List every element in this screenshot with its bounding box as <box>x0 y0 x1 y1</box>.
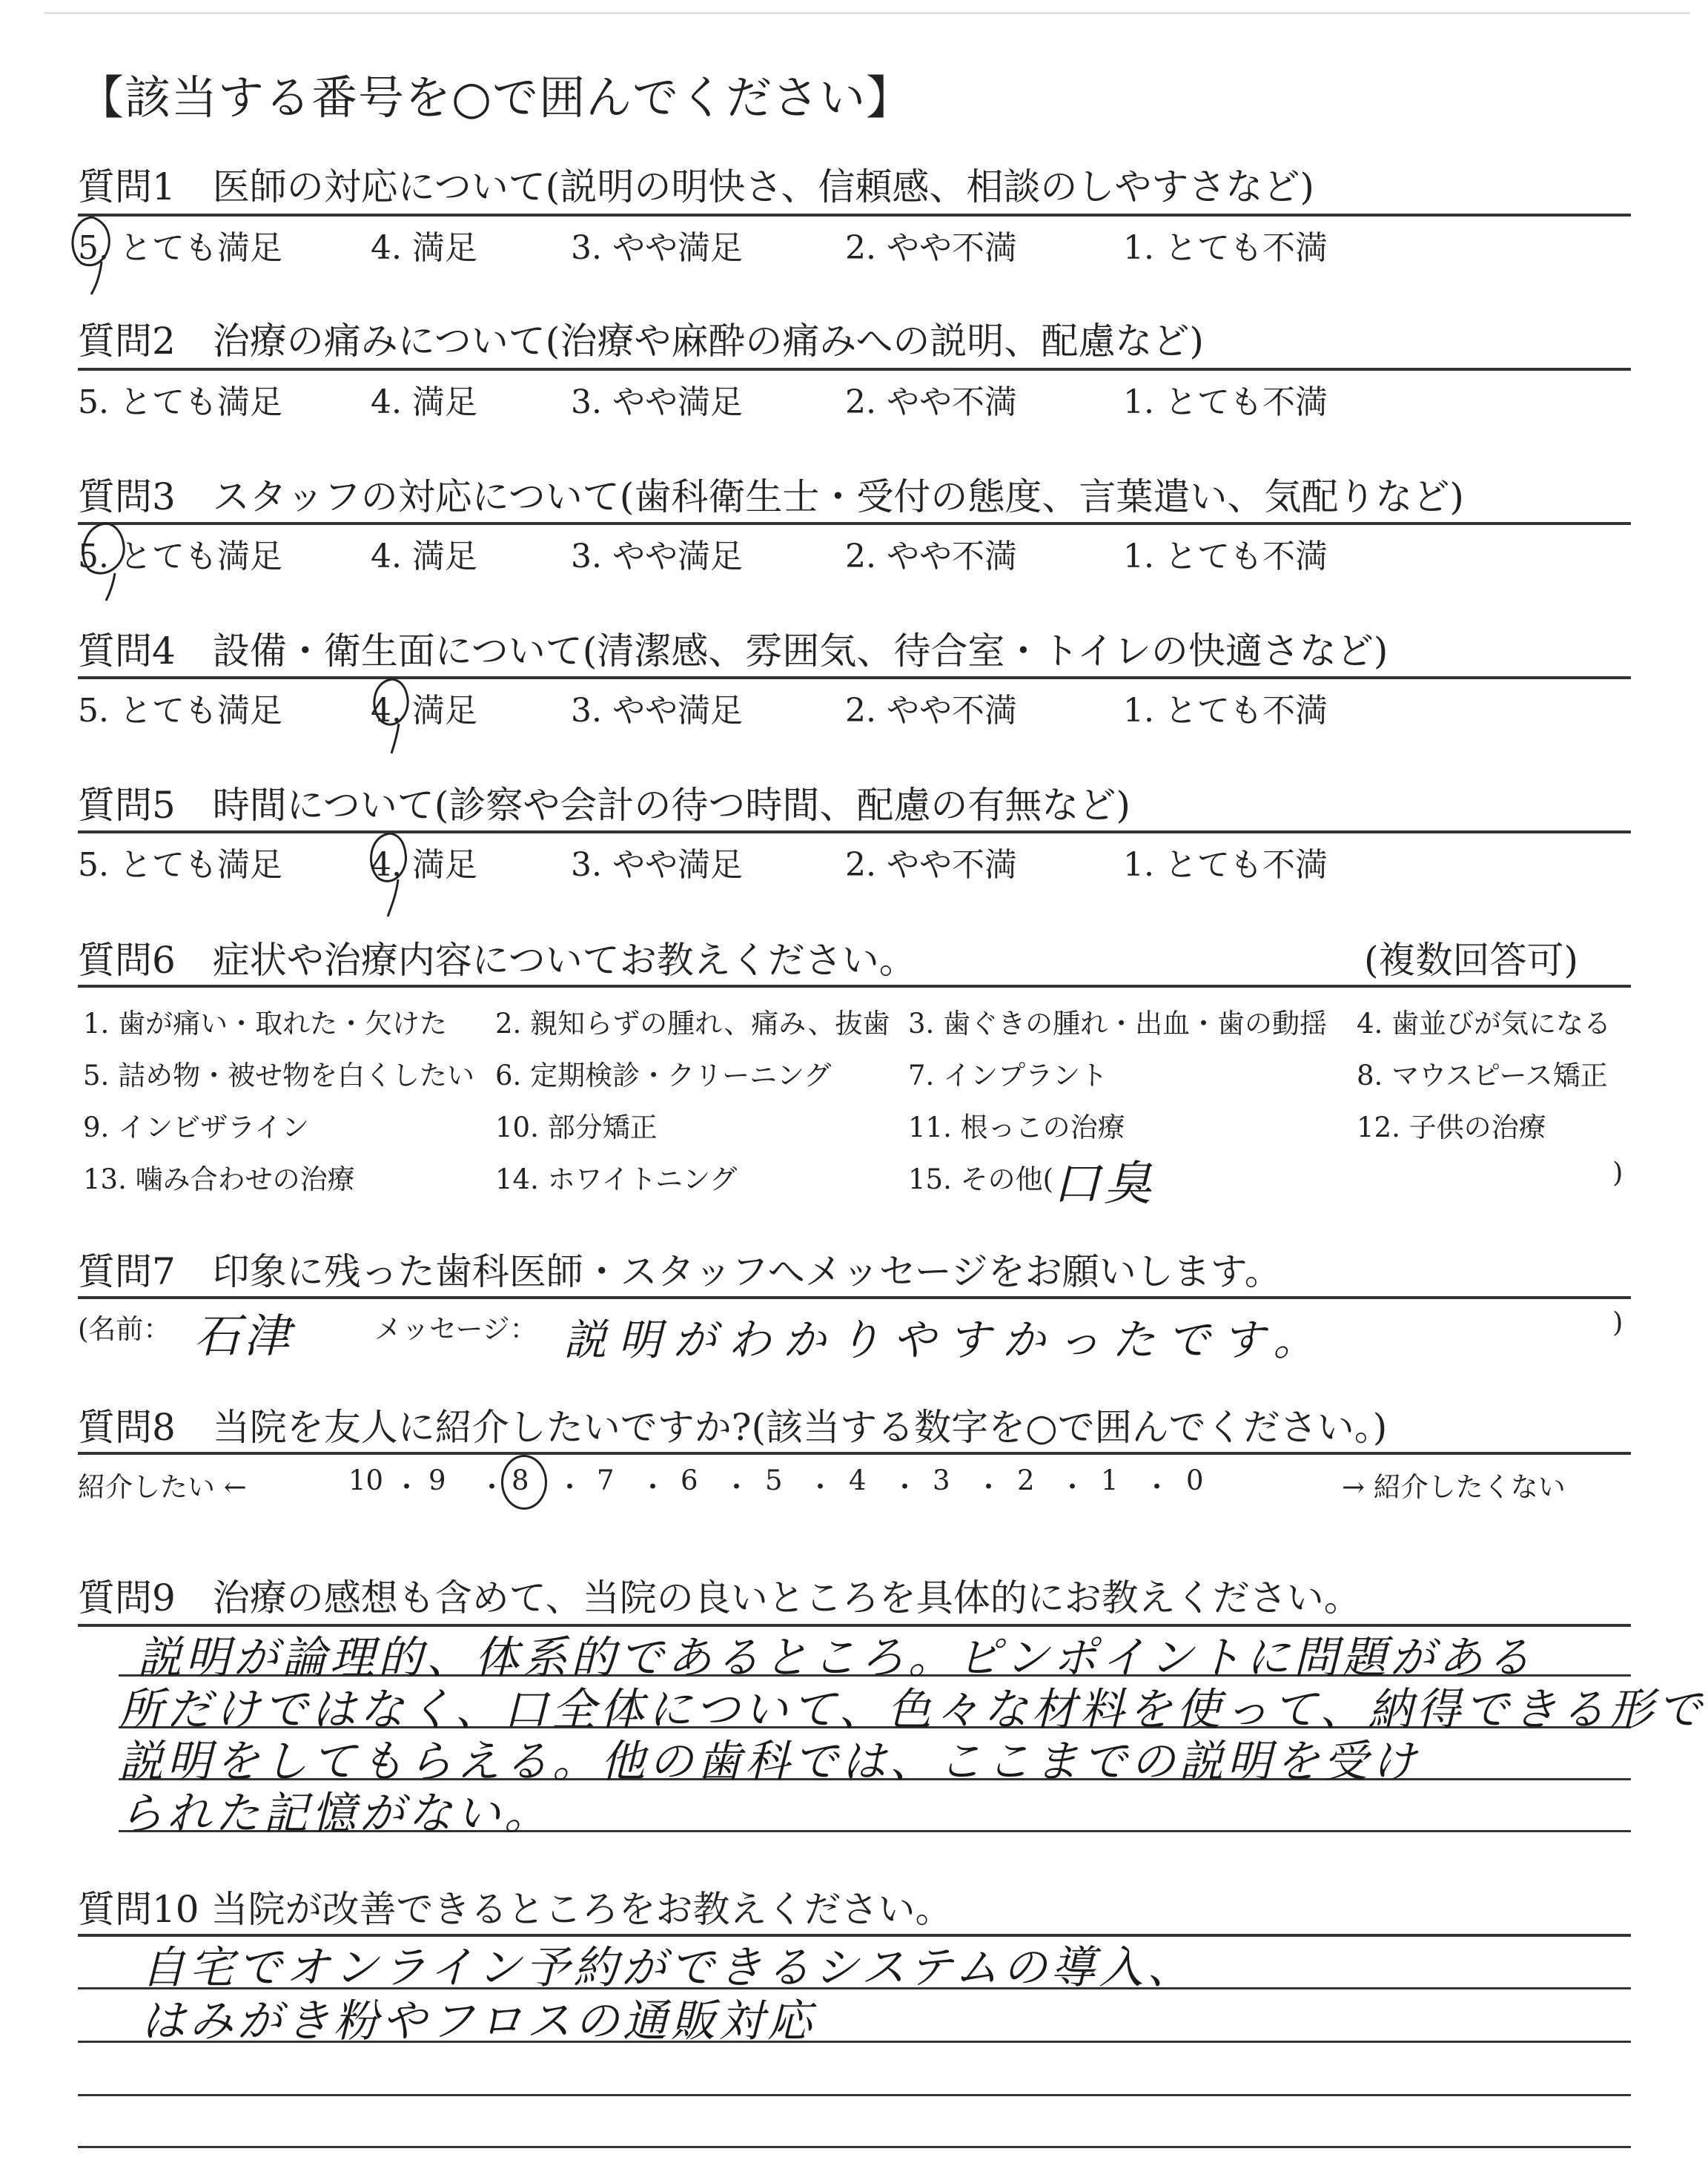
q1-option-1[interactable]: 1. とても不満 <box>1123 229 1328 267</box>
q5-option-5[interactable]: 5. とても満足 <box>78 846 282 884</box>
q1-option-3[interactable]: 3. やや満足 <box>571 229 743 267</box>
q8-scale-value-6[interactable]: 6 <box>681 1464 698 1496</box>
top-border <box>44 12 1690 14</box>
q8-scale-value-7[interactable]: 7 <box>597 1464 615 1496</box>
q1-option-5[interactable]: 5. とても満足 <box>78 229 282 267</box>
q1-option-2[interactable]: 2. やや不満 <box>845 229 1017 267</box>
q7-message-label: メッセージ： <box>374 1313 537 1345</box>
q6-item-5[interactable]: 5. 詰め物・被せ物を白くしたい <box>83 1060 475 1091</box>
q5-option-4[interactable]: 4. 満足 <box>371 846 477 884</box>
q6-item-4[interactable]: 4. 歯並びが気になる <box>1357 1008 1612 1040</box>
q5-rule <box>78 830 1631 833</box>
q8-scale-separator: ・ <box>478 1471 506 1503</box>
q6-item-7[interactable]: 7. インプラント <box>908 1060 1108 1091</box>
q7-rule <box>78 1296 1631 1299</box>
q8-scale-separator: ・ <box>639 1471 666 1503</box>
q2-option-1[interactable]: 1. とても不満 <box>1123 383 1328 421</box>
instruction-title: 【該当する番号を○で囲んでください】 <box>78 70 913 125</box>
q1-option-4[interactable]: 4. 満足 <box>371 229 477 267</box>
q3-option-4[interactable]: 4. 満足 <box>371 538 477 575</box>
q6-item-2[interactable]: 2. 親知らずの腫れ、痛み、抜歯 <box>495 1008 890 1040</box>
q8-scale-value-9[interactable]: 9 <box>428 1464 446 1496</box>
q2-heading: 質問2 治療の痛みについて(治療や麻酔の痛みへの説明、配慮など) <box>78 320 1204 363</box>
q8-scale-separator: ・ <box>393 1471 420 1503</box>
q7-name-value[interactable]: 石津 <box>194 1309 294 1363</box>
q7-close-paren: ) <box>1612 1307 1623 1338</box>
q8-scale-separator: ・ <box>1143 1471 1171 1503</box>
q7-heading: 質問7 印象に残った歯科医師・スタッフへメッセージをお願いします。 <box>78 1250 1282 1293</box>
q8-scale-separator: ・ <box>1059 1471 1086 1503</box>
q5-option-2[interactable]: 2. やや不満 <box>845 846 1017 884</box>
q8-scale-value-8[interactable]: 8 <box>512 1464 529 1496</box>
q2-option-3[interactable]: 3. やや満足 <box>571 383 743 421</box>
q5-heading: 質問5 時間について(診察や会計の待つ時間、配慮の有無など) <box>78 784 1131 827</box>
q8-scale-separator: ・ <box>556 1471 583 1503</box>
q9-answer-line-2[interactable]: 所だけではなく、口全体について、色々な材料を使って、納得できる形で <box>119 1684 1706 1736</box>
q8-scale-value-1[interactable]: 1 <box>1101 1464 1119 1496</box>
q6-multi-note: (複数回答可) <box>1364 939 1579 982</box>
q8-selection-circle-mark <box>501 1455 547 1510</box>
q3-option-3[interactable]: 3. やや満足 <box>571 538 743 575</box>
q1-rule <box>78 214 1631 217</box>
q10-heading: 質問10 当院が改善できるところをお教えください。 <box>78 1888 953 1931</box>
q7-message-value[interactable]: 説明がわかりやすかったです。 <box>563 1315 1328 1365</box>
q10-rule-4 <box>78 2094 1631 2096</box>
q6-other-close-paren: ) <box>1612 1157 1623 1189</box>
q2-option-4[interactable]: 4. 満足 <box>371 383 477 421</box>
q6-item-10[interactable]: 10. 部分矯正 <box>495 1112 658 1143</box>
q6-item-1[interactable]: 1. 歯が痛い・取れた・欠けた <box>83 1008 448 1040</box>
q8-heading: 質問8 当院を友人に紹介したいですか?(該当する数字を○で囲んでください。) <box>78 1406 1388 1449</box>
q6-rule <box>78 985 1631 988</box>
q3-rule <box>78 522 1631 525</box>
q8-scale-separator: ・ <box>807 1471 834 1503</box>
q2-option-5[interactable]: 5. とても満足 <box>78 383 282 421</box>
q8-left-label: 紹介したい ← <box>78 1471 247 1503</box>
q9-answer-line-3[interactable]: 説明をしてもらえる。他の歯科では、ここまでの説明を受け <box>119 1736 1420 1788</box>
q10-answer-line-1[interactable]: 自宅でオンライン予約ができるシステムの導入、 <box>141 1942 1196 1994</box>
q6-item-12[interactable]: 12. 子供の治療 <box>1357 1112 1546 1143</box>
q1-selection-circle-mark <box>63 211 122 300</box>
q4-rule <box>78 676 1631 679</box>
q8-scale-separator: ・ <box>723 1471 750 1503</box>
q3-option-1[interactable]: 1. とても不満 <box>1123 538 1328 575</box>
q8-right-label: → 紹介したくない <box>1342 1471 1566 1503</box>
q4-option-2[interactable]: 2. やや不満 <box>845 692 1017 730</box>
q6-item-14[interactable]: 14. ホワイトニング <box>495 1163 738 1195</box>
q6-item-11[interactable]: 11. 根っこの治療 <box>908 1112 1125 1143</box>
q6-heading: 質問6 症状や治療内容についてお教えください。 <box>78 939 916 982</box>
q4-heading: 質問4 設備・衛生面について(清潔感、雰囲気、待合室・トイレの快適さなど) <box>78 630 1388 673</box>
q5-option-3[interactable]: 3. やや満足 <box>571 846 743 884</box>
q9-answer-line-4[interactable]: られた記憶がない。 <box>119 1788 552 1840</box>
q4-option-4[interactable]: 4. 満足 <box>371 692 477 730</box>
q8-scale-value-5[interactable]: 5 <box>765 1464 783 1496</box>
q7-name-label: (名前： <box>78 1313 171 1345</box>
q9-heading: 質問9 治療の感想も含めて、当院の良いところを具体的にお教えください。 <box>78 1576 1361 1619</box>
q3-selection-circle-mark <box>70 518 137 607</box>
q8-scale-value-0[interactable]: 0 <box>1186 1464 1204 1496</box>
q6-item-13[interactable]: 13. 噛み合わせの治療 <box>83 1163 355 1195</box>
q6-item-3[interactable]: 3. 歯ぐきの腫れ・出血・歯の動揺 <box>908 1008 1328 1040</box>
q6-item-8[interactable]: 8. マウスピース矯正 <box>1357 1060 1608 1091</box>
q8-scale-separator: ・ <box>891 1471 918 1503</box>
q4-option-5[interactable]: 5. とても満足 <box>78 692 282 730</box>
q4-selection-circle-mark <box>363 673 423 762</box>
q8-scale-value-2[interactable]: 2 <box>1017 1464 1035 1496</box>
q10-answer-line-2[interactable]: はみがき粉やフロスの通販対応 <box>141 1995 815 2047</box>
q5-selection-circle-mark <box>360 828 419 924</box>
q3-heading: 質問3 スタッフの対応について(歯科衛生士・受付の態度、言葉遣い、気配りなど) <box>78 475 1464 518</box>
q2-rule <box>78 368 1631 371</box>
q8-scale-separator: ・ <box>975 1471 1002 1503</box>
q8-scale-value-10[interactable]: 10 <box>348 1464 384 1496</box>
q6-item-9[interactable]: 9. インビザライン <box>83 1112 309 1143</box>
q8-scale-value-4[interactable]: 4 <box>849 1464 867 1496</box>
q3-option-2[interactable]: 2. やや不満 <box>845 538 1017 575</box>
q8-scale-value-3[interactable]: 3 <box>933 1464 950 1496</box>
q4-option-3[interactable]: 3. やや満足 <box>571 692 743 730</box>
q9-answer-line-1[interactable]: 説明が論理的、体系的であるところ。ピンポイントに問題がある <box>137 1632 1535 1684</box>
q6-item-15-other[interactable]: 15. その他( <box>908 1163 1054 1195</box>
q4-option-1[interactable]: 1. とても不満 <box>1123 692 1328 730</box>
q5-option-1[interactable]: 1. とても不満 <box>1123 846 1328 884</box>
q10-rule-5 <box>78 2146 1631 2148</box>
q6-other-answer[interactable]: 口臭 <box>1053 1157 1155 1212</box>
q6-item-6[interactable]: 6. 定期検診・クリーニング <box>495 1060 832 1091</box>
q3-option-5[interactable]: 5. とても満足 <box>78 538 282 575</box>
q1-heading: 質問1 医師の対応について(説明の明快さ、信頼感、相談のしやすさなど) <box>78 165 1314 208</box>
q8-rule <box>78 1452 1631 1455</box>
q2-option-2[interactable]: 2. やや不満 <box>845 383 1017 421</box>
